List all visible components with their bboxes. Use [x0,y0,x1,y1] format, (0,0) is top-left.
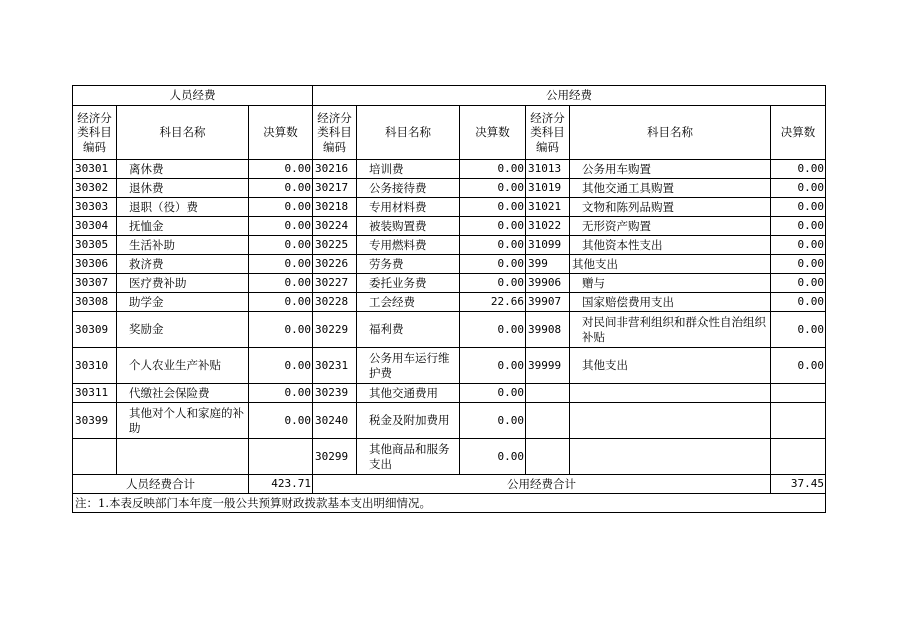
public-amount: 0.00 [460,217,526,236]
code-col-header: 经济分类科目编码 [73,106,117,160]
personnel-code: 30308 [73,293,117,312]
public-amount: 22.66 [460,293,526,312]
personnel-amount: 0.00 [249,179,313,198]
amount-col-header: 决算数 [249,106,313,160]
personnel-amount: 0.00 [249,348,313,384]
personnel-name: 其他对个人和家庭的补助 [117,403,249,439]
capital-name [570,384,771,403]
public-amount: 0.00 [460,160,526,179]
public-amount: 0.00 [460,312,526,348]
public-name: 公务接待费 [357,179,460,198]
table-row [73,293,826,312]
capital-amount [771,403,826,439]
personnel-amount [249,439,313,475]
personnel-name: 奖励金 [117,312,249,348]
personnel-code: 30307 [73,274,117,293]
personnel-section-header: 人员经费 [73,86,313,106]
personnel-amount: 0.00 [249,312,313,348]
capital-name: 对民间非营利组织和群众性自治组织补贴 [570,312,771,348]
capital-name: 其他交通工具购置 [570,179,771,198]
capital-amount: 0.00 [771,236,826,255]
table-row [73,439,826,475]
capital-code: 39908 [526,312,570,348]
capital-name [570,439,771,475]
public-code: 30225 [313,236,357,255]
personnel-code: 30303 [73,198,117,217]
public-amount: 0.00 [460,384,526,403]
public-name: 劳务费 [357,255,460,274]
personnel-name: 个人农业生产补贴 [117,348,249,384]
table-note: 注：1.本表反映部门本年度一般公共预算财政拨款基本支出明细情况。 [73,494,826,513]
amount-col-header: 决算数 [460,106,526,160]
capital-name: 文物和陈列品购置 [570,198,771,217]
capital-code: 39907 [526,293,570,312]
table-row [73,255,826,274]
public-name: 培训费 [357,160,460,179]
capital-name: 赠与 [570,274,771,293]
capital-name [570,403,771,439]
personnel-code: 30302 [73,179,117,198]
capital-code: 39906 [526,274,570,293]
code-col-header: 经济分类科目编码 [313,106,357,160]
public-amount: 0.00 [460,439,526,475]
capital-code: 31021 [526,198,570,217]
table-row [73,384,826,403]
personnel-amount: 0.00 [249,293,313,312]
public-name: 税金及附加费用 [357,403,460,439]
capital-amount: 0.00 [771,179,826,198]
public-name: 福利费 [357,312,460,348]
personnel-name: 抚恤金 [117,217,249,236]
personnel-name: 助学金 [117,293,249,312]
public-name: 工会经费 [357,293,460,312]
public-amount: 0.00 [460,198,526,217]
capital-amount: 0.00 [771,293,826,312]
table-row [73,198,826,217]
personnel-code: 30310 [73,348,117,384]
personnel-name: 退职（役）费 [117,198,249,217]
public-amount: 0.00 [460,274,526,293]
personnel-amount: 0.00 [249,236,313,255]
personnel-code: 30304 [73,217,117,236]
code-col-header: 经济分类科目编码 [526,106,570,160]
public-name: 专用材料费 [357,198,460,217]
table-row [73,403,826,439]
name-col-header: 科目名称 [570,106,771,160]
public-code: 30224 [313,217,357,236]
totals-row [73,475,826,494]
budget-expenditure-table [72,85,826,513]
capital-code: 399 [526,255,570,274]
public-amount: 0.00 [460,348,526,384]
public-code: 30216 [313,160,357,179]
capital-amount [771,439,826,475]
capital-name: 无形资产购置 [570,217,771,236]
name-col-header: 科目名称 [357,106,460,160]
personnel-name: 代缴社会保险费 [117,384,249,403]
personnel-name [117,439,249,475]
personnel-code: 30305 [73,236,117,255]
public-name: 被装购置费 [357,217,460,236]
personnel-amount: 0.00 [249,198,313,217]
capital-name: 公务用车购置 [570,160,771,179]
capital-code [526,384,570,403]
public-amount: 0.00 [460,179,526,198]
personnel-amount: 0.00 [249,160,313,179]
capital-amount: 0.00 [771,348,826,384]
capital-name: 国家赔偿费用支出 [570,293,771,312]
public-name: 其他商品和服务支出 [357,439,460,475]
public-code: 30226 [313,255,357,274]
public-total-value: 37.45 [771,475,826,494]
table-row [73,348,826,384]
personnel-name: 医疗费补助 [117,274,249,293]
personnel-amount: 0.00 [249,217,313,236]
personnel-code: 30311 [73,384,117,403]
public-code: 30218 [313,198,357,217]
public-amount: 0.00 [460,403,526,439]
capital-amount [771,384,826,403]
table-row [73,274,826,293]
capital-name: 其他资本性支出 [570,236,771,255]
public-name: 公务用车运行维护费 [357,348,460,384]
public-total-label: 公用经费合计 [313,475,771,494]
public-code: 30299 [313,439,357,475]
public-amount: 0.00 [460,236,526,255]
capital-amount: 0.00 [771,198,826,217]
public-code: 30231 [313,348,357,384]
amount-col-header: 决算数 [771,106,826,160]
personnel-name: 生活补助 [117,236,249,255]
personnel-amount: 0.00 [249,403,313,439]
personnel-code: 30309 [73,312,117,348]
capital-code [526,403,570,439]
public-section-header: 公用经费 [313,86,826,106]
public-code: 30239 [313,384,357,403]
personnel-code: 30306 [73,255,117,274]
capital-code: 31019 [526,179,570,198]
table-row [73,160,826,179]
personnel-name: 退休费 [117,179,249,198]
personnel-amount: 0.00 [249,384,313,403]
capital-amount: 0.00 [771,312,826,348]
name-col-header: 科目名称 [117,106,249,160]
public-code: 30228 [313,293,357,312]
personnel-code: 30301 [73,160,117,179]
public-amount: 0.00 [460,255,526,274]
public-name: 专用燃料费 [357,236,460,255]
note-row [73,494,826,513]
capital-name: 其他支出 [570,348,771,384]
capital-name: 其他支出 [570,255,771,274]
capital-code: 31099 [526,236,570,255]
public-code: 30229 [313,312,357,348]
capital-code: 39999 [526,348,570,384]
table-row [73,179,826,198]
personnel-code: 30399 [73,403,117,439]
public-name: 其他交通费用 [357,384,460,403]
capital-code [526,439,570,475]
table-row [73,312,826,348]
public-code: 30217 [313,179,357,198]
capital-amount: 0.00 [771,160,826,179]
personnel-amount: 0.00 [249,255,313,274]
personnel-amount: 0.00 [249,274,313,293]
personnel-name: 离休费 [117,160,249,179]
personnel-total-label: 人员经费合计 [73,475,249,494]
capital-amount: 0.00 [771,217,826,236]
public-code: 30240 [313,403,357,439]
table-row [73,236,826,255]
capital-amount: 0.00 [771,255,826,274]
table-row [73,217,826,236]
personnel-code [73,439,117,475]
public-code: 30227 [313,274,357,293]
capital-code: 31013 [526,160,570,179]
public-name: 委托业务费 [357,274,460,293]
personnel-total-value: 423.71 [249,475,313,494]
capital-amount: 0.00 [771,274,826,293]
personnel-name: 救济费 [117,255,249,274]
capital-code: 31022 [526,217,570,236]
